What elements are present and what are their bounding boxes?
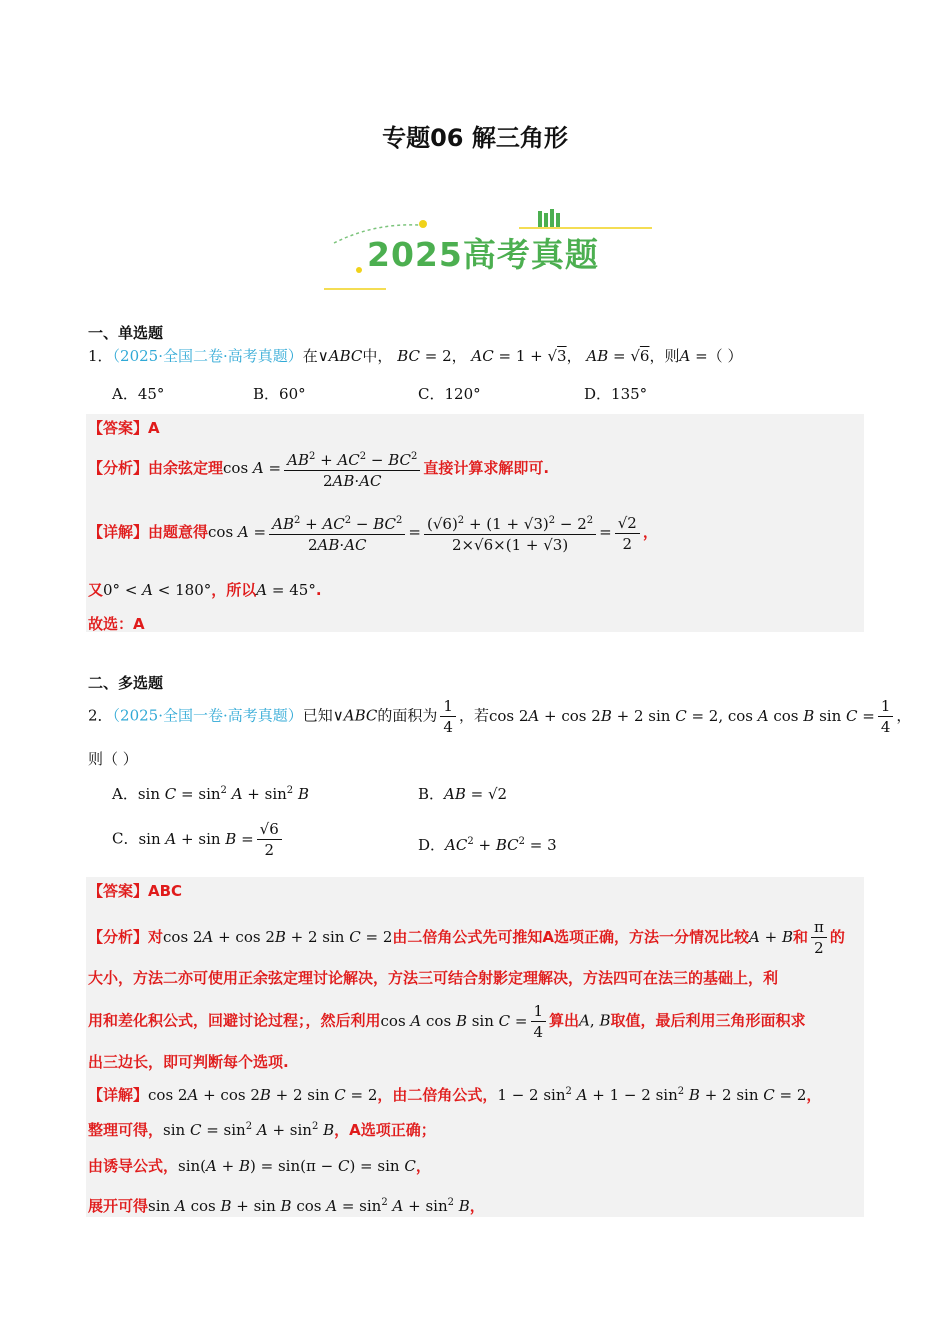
question-2-stem — [88, 697, 911, 736]
detail-tail: ， — [642, 523, 658, 541]
text: 【分析】对 — [88, 928, 164, 946]
option-label: A． — [112, 385, 138, 403]
detail-formula: cos A = $\frac{AB^2 + AC^2 - BC^2}{2AB\cdot AC}$ = $\frac{(√6)^2 + (1 + √3)^2 - 2^2}{2\times√6\times(1 + √3)}$ = $\frac{√2}{2}$ — [208, 523, 643, 541]
option-label: D． — [584, 385, 612, 403]
math-expr: sin A cos B + sin B $\cos A = \sin^2 A + \sin^2 B$ — [148, 1197, 470, 1215]
banner-2025 — [324, 205, 654, 295]
math-expr: A = 45° — [256, 581, 316, 599]
stem-text: 已知 — [302, 706, 333, 725]
answer-line: 【答案】ABC — [88, 882, 183, 900]
math-expr: 0° < A < 180° — [103, 581, 212, 599]
math-expr: AB = √6 — [586, 347, 650, 365]
option-d[interactable] — [418, 834, 557, 855]
detail-line-1 — [88, 1084, 821, 1105]
option-b[interactable] — [253, 383, 306, 404]
text: ，由二倍角公式， — [377, 1086, 498, 1104]
math-expr: 1 − 2 $\sin^2 A + 1 - 2$ $\sin^2 B + 2$ sin C = 2 — [497, 1086, 807, 1104]
math-expr: cos 2A + cos 2B + 2 sin C = 2 — [163, 928, 393, 946]
text: ， — [469, 1197, 485, 1215]
stem-text: ，则 — [649, 347, 680, 365]
question-number: 1． — [88, 347, 113, 365]
math-expr: $\frac{\pi}{2}$ — [811, 918, 827, 957]
analysis-tail: 直接计算求解即可. — [423, 459, 550, 477]
analysis-line-2: 大小，方法二亦可使用正余弦定理讨论解决，方法三可结合射影定理解决，方法四可在法三的基础上，利 — [88, 969, 779, 987]
analysis-line — [88, 448, 549, 490]
math-expr: sin(A + B) = sin(π − C) = sin C — [178, 1157, 416, 1175]
option-value: 45° — [137, 385, 165, 403]
text: 整理可得， — [88, 1121, 164, 1139]
text: ，所以 — [211, 581, 257, 599]
detail-line-2 — [88, 1119, 436, 1140]
option-value: 135° — [611, 385, 648, 403]
question-number: 2． — [88, 706, 113, 725]
option-value: 120° — [444, 385, 481, 403]
text: 的 — [829, 928, 845, 946]
math-expr: A + B — [749, 928, 793, 946]
option-c[interactable] — [418, 383, 481, 404]
question-source: （2025·全国二卷·高考真题） — [112, 347, 303, 365]
math-expr: $\sin C = \sin^2 A + \sin^2 B$ — [163, 1121, 335, 1139]
math-expr: ∨ABC — [332, 706, 378, 725]
option-a[interactable] — [112, 783, 309, 804]
stem-text: 在 — [302, 347, 318, 365]
option-label: C． — [418, 385, 445, 403]
cosine-rule-formula: cos A = $\frac{AB^2 + AC^2 - BC^2}{2AB\cdot AC}$ — [223, 459, 423, 477]
stem-text: ，若 — [458, 706, 489, 725]
option-value: $\sin C = \sin^2 A + \sin^2 B$ — [137, 785, 309, 803]
analysis-line-1 — [88, 918, 845, 957]
detail-line-4 — [88, 1195, 485, 1216]
stem-text: 的面积为 — [377, 706, 438, 725]
math-expr: cos A cos B sin C = $\frac{1}{4}$ — [381, 1012, 550, 1030]
analysis-line-3 — [88, 1002, 806, 1041]
option-value: $AC^2 + BC^2 = 3$ — [445, 836, 557, 854]
math-expr: BC = 2 — [397, 347, 452, 365]
option-b[interactable] — [418, 783, 507, 804]
text: ，A选项正确； — [334, 1121, 436, 1139]
section-heading-multi-choice: 二、多选题 — [88, 674, 164, 692]
stem-text: 中， — [362, 347, 393, 365]
math-expr: A = — [679, 347, 708, 365]
question-2-stem-tail: 则（ ） — [88, 750, 138, 768]
section-heading-single-choice: 一、单选题 — [88, 324, 164, 342]
banner-text: 2025高考真题 — [367, 235, 599, 274]
text: 用和差化积公式，回避讨论过程；，然后利用 — [88, 1011, 381, 1030]
text: 又 — [88, 581, 104, 599]
range-line — [88, 579, 322, 600]
detail-line-3 — [88, 1155, 431, 1176]
detail-line — [88, 512, 658, 554]
option-value: 60° — [279, 385, 306, 403]
stem-text: ， — [451, 347, 467, 365]
detail-label: 【详解】由题意得 — [88, 523, 209, 541]
analysis-label: 【分析】由余弦定理 — [88, 459, 224, 477]
math-expr: AC = 1 + √3 — [471, 347, 567, 365]
option-label: D． — [418, 836, 446, 854]
option-value: sin A + sin B = $\frac{√6}{2}$ — [138, 830, 284, 848]
option-label: C． — [112, 829, 139, 848]
question-1-stem — [88, 345, 742, 366]
text: 由二倍角公式先可推知A选项正确，方法一分情况比较 — [392, 928, 749, 946]
math-expr: $\frac{1}{4}$ — [440, 697, 456, 736]
option-value: AB = √2 — [444, 785, 508, 803]
option-label: A． — [112, 785, 138, 803]
text: ， — [806, 1086, 822, 1104]
answer-line: 【答案】A — [88, 419, 160, 437]
text: 取值，最后利用三角形面积求 — [610, 1011, 806, 1030]
text: 展开可得 — [88, 1197, 149, 1215]
option-label: B． — [418, 785, 445, 803]
page-title: 专题06 解三角形 — [382, 124, 568, 152]
text: 和 — [792, 928, 808, 946]
stem-text: （ ） — [707, 347, 743, 365]
text: 【详解】 — [88, 1086, 149, 1104]
stem-text: ， — [566, 347, 582, 365]
math-expr: cos 2A + cos 2B + 2 sin C = 2 — [148, 1086, 378, 1104]
stem-text: ， — [896, 706, 912, 725]
analysis-line-4: 出三边长，即可判断每个选项. — [88, 1053, 289, 1071]
option-c[interactable] — [112, 820, 285, 859]
text: 由诱导公式， — [88, 1157, 179, 1175]
choice-line: 故选：A — [88, 615, 145, 633]
question-source: （2025·全国一卷·高考真题） — [112, 706, 303, 725]
text: 算出 — [549, 1011, 580, 1030]
text: ， — [415, 1157, 431, 1175]
math-expr: A, B — [579, 1011, 611, 1030]
math-expr: cos 2A + cos 2B + 2 sin C = 2, cos A cos B sin C = $\frac{1}{4}$ — [489, 707, 896, 725]
option-a[interactable] — [112, 383, 164, 404]
text: . — [315, 581, 322, 599]
option-label: B． — [253, 385, 280, 403]
math-expr: ∨ABC — [317, 347, 363, 365]
option-d[interactable] — [584, 383, 647, 404]
